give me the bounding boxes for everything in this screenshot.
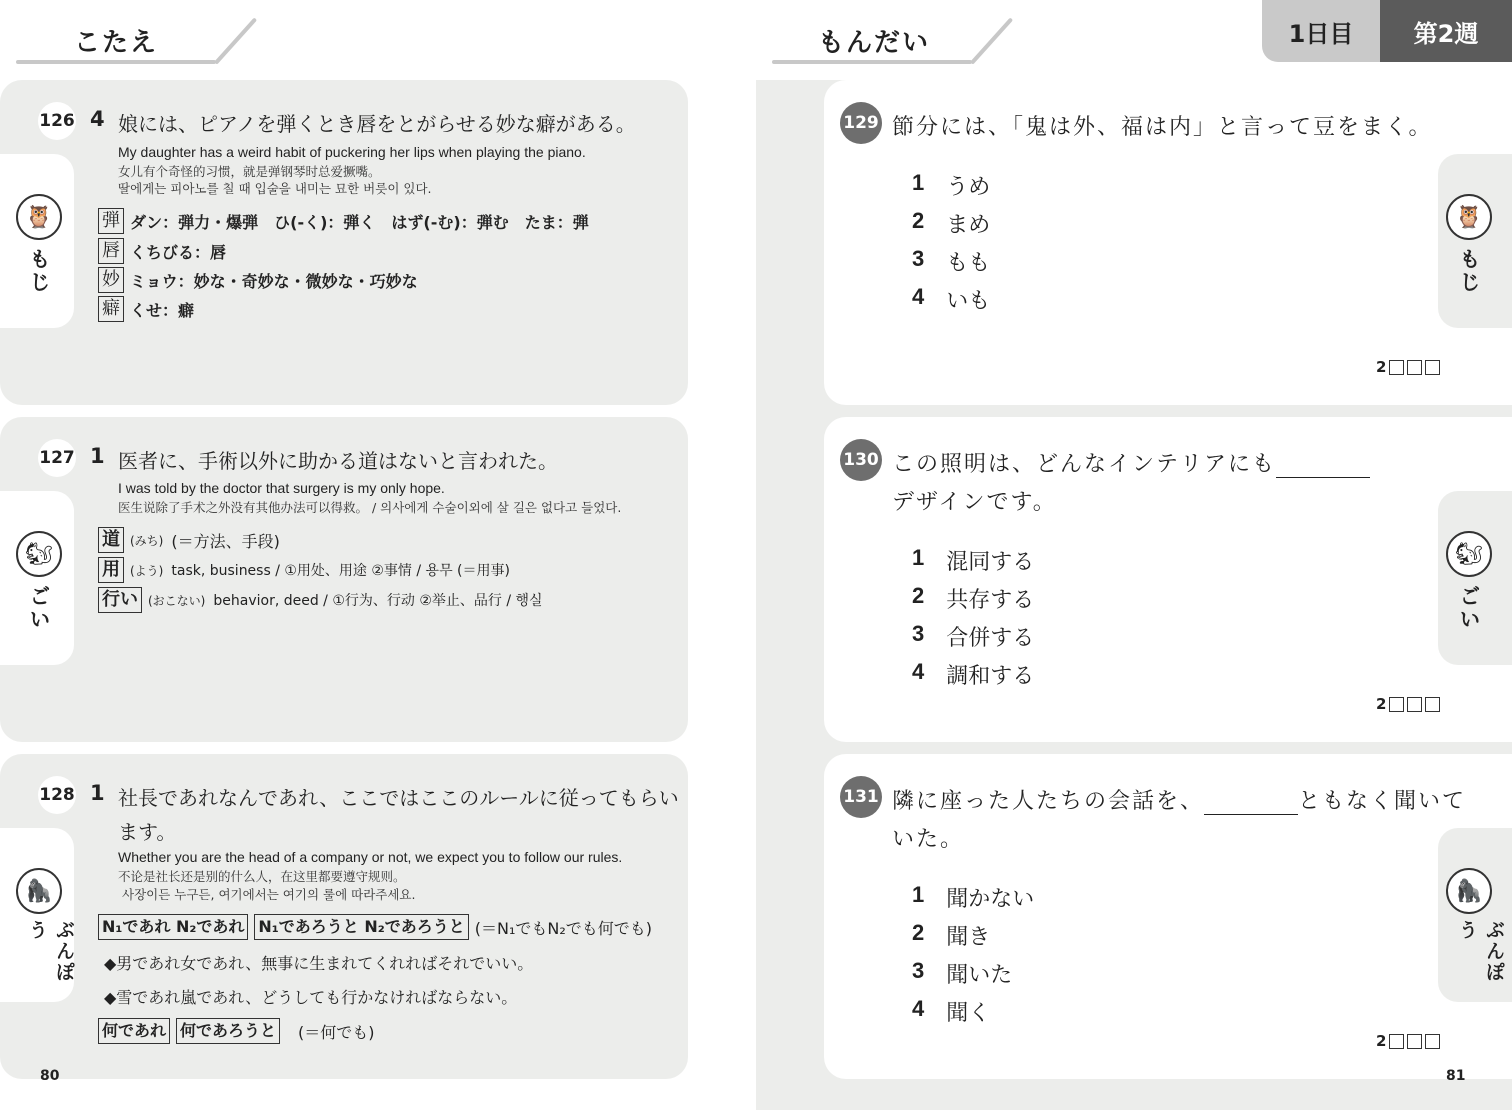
answer-sentence-line1: 社長であれなんであれ、ここではここのルールに従ってもらい	[118, 786, 679, 810]
question-sentence-line1: 隣に座った人たちの会話を、 ともなく聞いて	[892, 789, 1467, 814]
answer-blank	[1204, 795, 1298, 815]
grammar-pattern-row: 何であれ 何であろうと (＝何でも)	[98, 1018, 375, 1044]
tab-label: ぶんぽう	[1456, 920, 1505, 983]
answer-header: こたえ	[74, 28, 159, 58]
tab-label: もじ	[1457, 248, 1481, 294]
check-boxes[interactable]: 2	[1376, 1032, 1440, 1050]
check-boxes[interactable]: 2	[1376, 358, 1440, 376]
owl-icon: 🦉	[1446, 194, 1492, 240]
squirrel-icon: 🐿	[1446, 531, 1492, 577]
tab-moji[interactable]	[0, 154, 74, 328]
question-sentence-line2: デザインです。	[892, 490, 1057, 515]
vocab-row: 妙 ミョウ：妙な・奇妙な・微妙な・巧妙な	[98, 267, 418, 293]
vocab-row: 行い (おこない) behavior, deed / ①行为、行动 ②举止、品行 / 행실	[98, 587, 543, 613]
korean-translation: 딸에게는 피아노를 칠 때 입술을 내미는 묘한 버릇이 있다.	[118, 181, 432, 196]
vocab-row: 唇 くちびる：唇	[98, 238, 226, 264]
answer-number: 1	[90, 781, 105, 805]
question-card-129	[824, 80, 1512, 405]
option-4[interactable]: 4 聞く	[912, 996, 991, 1026]
english-translation: My daughter has a weird habit of puckering her lips when playing the piano.	[118, 144, 586, 160]
question-number: 130	[840, 439, 882, 481]
answer-number: 1	[90, 444, 105, 468]
korean-translation: 사장이든 누구든, 여기에서는 여기의 룰에 따라주세요.	[122, 887, 416, 902]
answer-sentence: 医者に、手術以外に助かる道はないと言われた。	[118, 449, 558, 473]
page-number: 80	[40, 1068, 60, 1084]
tab-label: もじ	[27, 248, 51, 294]
option-2[interactable]: 2 まめ	[912, 208, 991, 238]
option-1[interactable]: 1 聞かない	[912, 882, 1035, 912]
example-sentence: ◆雪であれ嵐であれ、どうしても行かなければならない。	[104, 988, 518, 1007]
option-4[interactable]: 4 いも	[912, 284, 991, 314]
english-translation: I was told by the doctor that surgery is my only hope.	[118, 480, 445, 496]
question-sentence: 節分には、「鬼は外、福は内」と言って豆をまく。	[892, 115, 1433, 140]
question-number: 128	[38, 776, 76, 814]
answer-card-128	[0, 754, 688, 1079]
tab-moji[interactable]	[1438, 154, 1512, 328]
right-page	[756, 0, 1512, 1110]
chinese-korean-translation: 医生说除了手术之外没有其他办法可以得救。 / 의사에게 수술이외에 살 길은 없다고 들었다.	[118, 500, 622, 515]
grammar-pattern-row: N₁であれ N₂であれ N₁であろうと N₂であろうと (＝N₁でもN₂でも何でも)	[98, 914, 652, 940]
chinese-translation: 不论是社长还是别的什么人，在这里都要遵守规则。	[118, 869, 406, 884]
tab-label: ごい	[27, 585, 51, 631]
squirrel-icon: 🐿	[16, 531, 62, 577]
answer-sentence-line2: ます。	[118, 820, 177, 844]
header-underline	[772, 60, 972, 64]
tab-goi[interactable]	[1438, 491, 1512, 665]
option-3[interactable]: 3 合併する	[912, 621, 1035, 651]
gorilla-icon: 🦍	[1446, 868, 1492, 914]
answer-sentence: 娘には、ピアノを弾くとき唇をとがらせる妙な癖がある。	[118, 112, 636, 136]
answer-blank	[1276, 458, 1370, 478]
week-label: 第2週	[1380, 0, 1512, 62]
question-card-130	[824, 417, 1512, 742]
vocab-row: 用 (よう) task, business / ①用处、用途 ②事情 / 용무 (＝用事)	[98, 557, 510, 583]
question-number: 126	[38, 102, 76, 140]
option-4[interactable]: 4 調和する	[912, 659, 1035, 689]
tab-bunpou[interactable]	[0, 828, 74, 1002]
vocab-row: 弾 ダン：弾力・爆弾 ひ(-く)：弾く はず(-む)：弾む たま：弾	[98, 208, 589, 234]
option-1[interactable]: 1 混同する	[912, 545, 1035, 575]
check-boxes[interactable]: 2	[1376, 695, 1440, 713]
header-underline	[16, 60, 216, 64]
page-number: 81	[1446, 1068, 1466, 1084]
vocab-row: 癖 くせ：癖	[98, 296, 194, 322]
tab-label: ごい	[1457, 585, 1481, 631]
question-sentence-line1: この照明は、どんなインテリアにも	[892, 447, 1370, 478]
question-number: 129	[840, 102, 882, 144]
option-3[interactable]: 3 聞いた	[912, 958, 1013, 988]
day-label: 1日目	[1262, 0, 1380, 62]
option-3[interactable]: 3 もも	[912, 246, 991, 276]
owl-icon: 🦉	[16, 194, 62, 240]
gorilla-icon: 🦍	[16, 868, 62, 914]
tab-bunpou[interactable]	[1438, 828, 1512, 1002]
english-translation: Whether you are the head of a company or not, we expect you to follow our rules.	[118, 849, 623, 865]
option-2[interactable]: 2 共存する	[912, 583, 1035, 613]
question-number: 131	[840, 776, 882, 818]
question-sentence-line2: いた。	[892, 827, 965, 852]
option-1[interactable]: 1 うめ	[912, 170, 991, 200]
tab-goi[interactable]	[0, 491, 74, 665]
answer-number: 4	[90, 107, 105, 131]
question-number: 127	[38, 439, 76, 477]
tab-label: ぶんぽう	[26, 920, 75, 983]
example-sentence: ◆男であれ女であれ、無事に生まれてくれればそれでいい。	[104, 954, 534, 973]
chinese-translation: 女儿有个奇怪的习惯，就是弹钢琴时总爱撅嘴。	[118, 164, 381, 179]
answer-card-126	[0, 80, 688, 405]
option-2[interactable]: 2 聞き	[912, 920, 991, 950]
question-header: もんだい	[818, 28, 931, 58]
answer-card-127	[0, 417, 688, 742]
question-card-131	[824, 754, 1512, 1079]
header-slash	[214, 17, 257, 64]
vocab-row: 道 (みち) (＝方法、手段)	[98, 527, 280, 553]
